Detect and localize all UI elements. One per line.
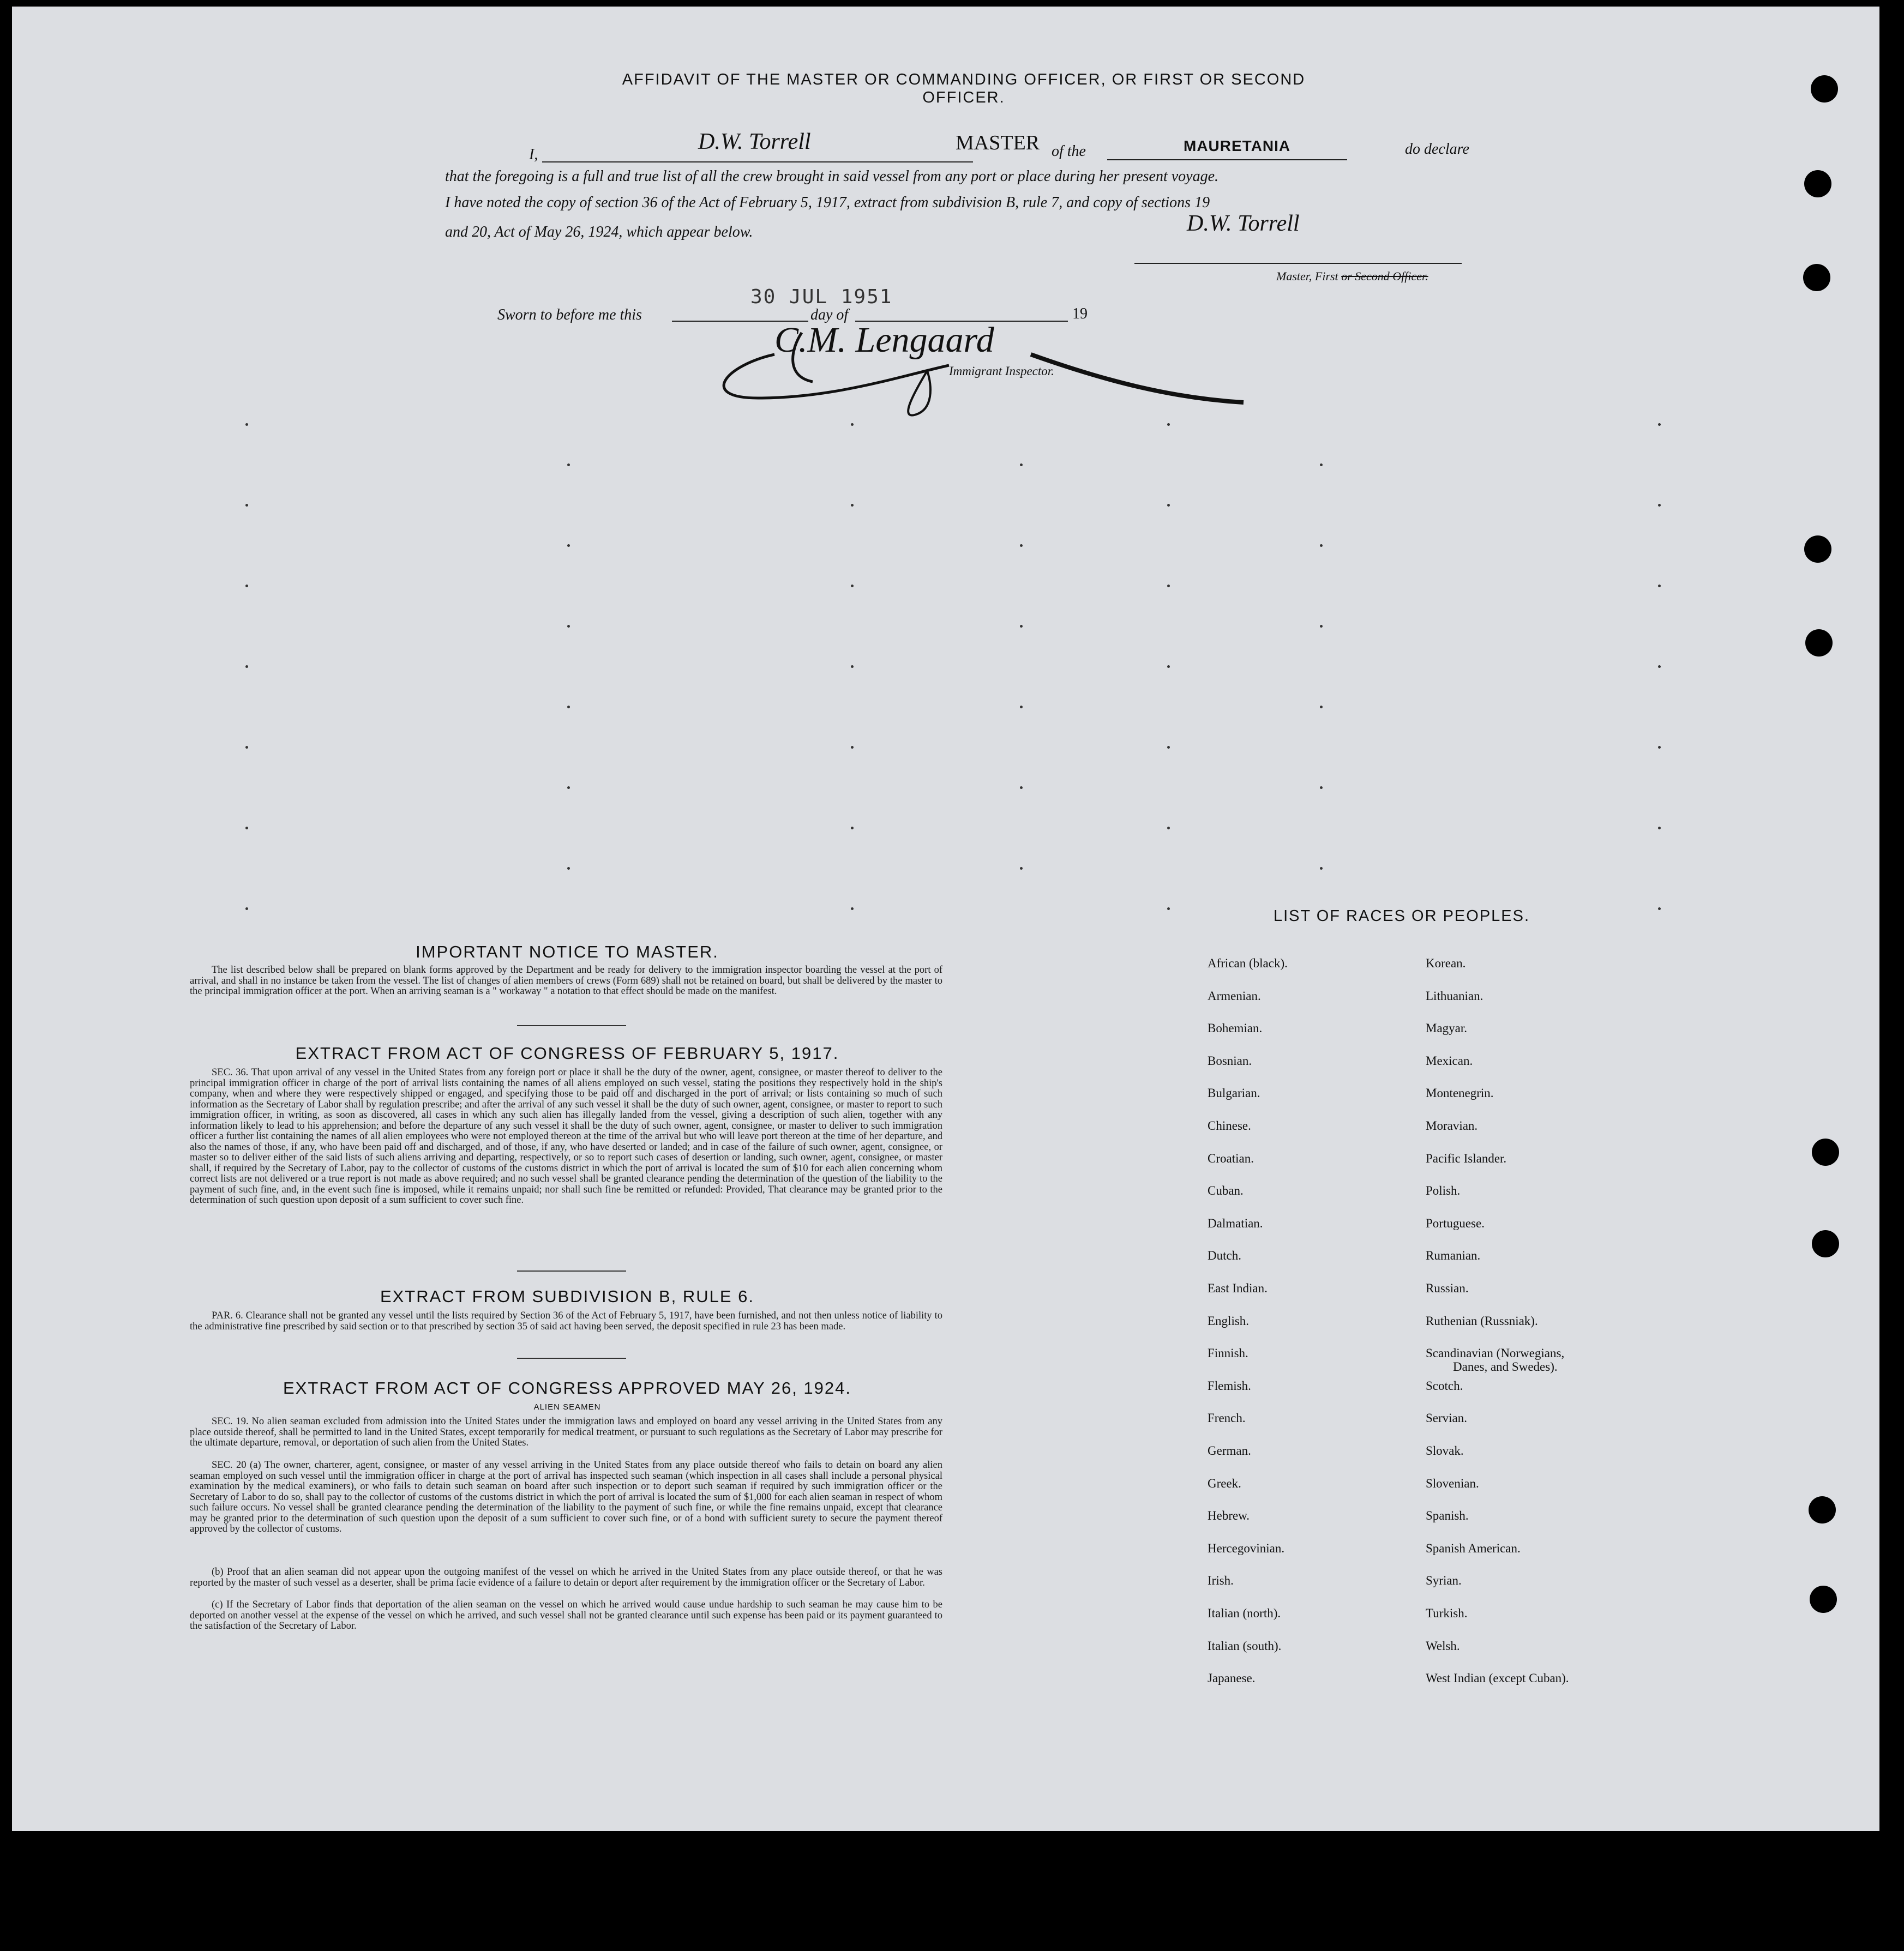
- punch-hole: [1804, 170, 1831, 197]
- race-item: Rumanian.: [1426, 1249, 1481, 1262]
- race-item: Lithuanian.: [1426, 989, 1483, 1003]
- extract-1924-title: EXTRACT FROM ACT OF CONGRESS APPROVED MAY 26, 1924.: [283, 1378, 852, 1398]
- race-item: Cuban.: [1208, 1184, 1244, 1197]
- race-item: Scotch.: [1426, 1379, 1463, 1393]
- affidavit-line-3: I have noted the copy of section 36 of the Act of February 5, 1917, extract from subdivision B, rule 7, and copy of sections 19: [445, 194, 1210, 211]
- scan-speck: [851, 665, 854, 668]
- race-item: Korean.: [1426, 956, 1466, 970]
- affidavit-line-2: that the foregoing is a full and true list of all the crew brought in said vessel from any port or place during her present voyage.: [445, 168, 1219, 185]
- scan-speck: [1658, 827, 1661, 829]
- notice-body: The list described below shall be prepared on blank forms approved by the Department and be ready for delivery to the immigration inspector boarding the vessel at the port of arrival, and shall in no instance be taken from the vessel. The list of changes of alien members of crews (Form 689) shall not be retained on board, but shall be delivered by the master to the principal immigration officer at the port. When an arriving seaman is a " workaway " a notation to that effect should be made on the manifest.: [190, 965, 942, 997]
- of-the-label: of the: [1052, 143, 1086, 160]
- race-item: Syrian.: [1426, 1574, 1462, 1587]
- race-item: English.: [1208, 1314, 1250, 1328]
- race-item: Hebrew.: [1208, 1509, 1250, 1522]
- scan-speck: [1167, 827, 1170, 829]
- scan-speck: [245, 504, 248, 507]
- race-item: German.: [1208, 1444, 1251, 1458]
- punch-hole: [1803, 264, 1830, 291]
- scan-speck: [851, 585, 854, 587]
- race-item: Flemish.: [1208, 1379, 1251, 1393]
- scan-speck: [1020, 706, 1023, 708]
- scan-speck: [851, 423, 854, 426]
- scan-speck: [1320, 625, 1323, 628]
- scan-speck: [1320, 867, 1323, 870]
- scan-speck: [245, 746, 248, 749]
- scan-speck: [567, 706, 570, 708]
- extract-1924-sec20c: (c) If the Secretary of Labor finds that deportation of the alien seaman on the vessel on which he arrived would cause undue hardship to such seaman he may cause him to be deported on another vessel at the expense of the vessel on which he arrived, and such vessel shall not be granted clearance until such expense has been paid or its payment guaranteed to the satisfaction of the Secretary of Labor.: [190, 1599, 942, 1631]
- vessel-line: [1107, 159, 1347, 160]
- scan-speck: [245, 585, 248, 587]
- race-item: Scandinavian (Norwegians,: [1426, 1346, 1565, 1360]
- scan-speck: [851, 504, 854, 507]
- do-declare-label: do declare: [1405, 141, 1469, 158]
- scan-speck: [1020, 625, 1023, 628]
- race-item: Italian (north).: [1208, 1606, 1281, 1620]
- race-item: Mexican.: [1426, 1054, 1473, 1068]
- race-item: Chinese.: [1208, 1119, 1251, 1133]
- scan-speck: [1320, 706, 1323, 708]
- race-item: Turkish.: [1426, 1606, 1468, 1620]
- scan-speck: [1020, 544, 1023, 547]
- scan-speck: [1658, 746, 1661, 749]
- scan-speck: [567, 786, 570, 789]
- race-item: Montenegrin.: [1426, 1086, 1494, 1100]
- signature-caption: [1276, 269, 1428, 284]
- scan-speck: [567, 544, 570, 547]
- race-item: Japanese.: [1208, 1671, 1256, 1685]
- scan-speck: [1320, 544, 1323, 547]
- subdivision-b-body: PAR. 6. Clearance shall not be granted any vessel until the lists required by Section 36 of the Act of February 5, 1917, have been furnished, and not then unless notice of liability to the administrative fine prescribed by said section or to that prescribed by section 35 of said act having been served, the deposit specified in rule 23 has been made.: [190, 1310, 942, 1332]
- race-item: Bulgarian.: [1208, 1086, 1260, 1100]
- master-name: D.W. Torrell: [698, 129, 811, 154]
- divider: [517, 1270, 626, 1272]
- subdivision-b-title: EXTRACT FROM SUBDIVISION B, RULE 6.: [380, 1287, 755, 1306]
- signature-line: [1134, 263, 1462, 264]
- punch-hole: [1805, 629, 1833, 657]
- race-item: Hercegovinian.: [1208, 1541, 1285, 1555]
- day-of-label: day of: [810, 306, 849, 323]
- race-item: Russian.: [1426, 1281, 1469, 1295]
- scan-speck: [1658, 423, 1661, 426]
- scan-speck: [245, 827, 248, 829]
- extract-1924-sec20a: SEC. 20 (a) The owner, charterer, agent, consignee, or master of any vessel arriving in the United States from any place outside thereof who fails to detain on board any alien seaman employed on such vessel until the immigration officer in charge at the port of arrival has inspected such seaman (which inspection in all cases shall include a personal physical examination by the medical examiners), or who fails to detain such seaman on board after such inspection or to deport such seaman if required by such immigration officer or the Secretary of Labor to do so, shall pay to the collector of customs of the customs district in which the port of arrival is located the sum of $1,000 for each alien seaman in respect of whom such failure occurs. No vessel shall be granted clearance pending the determination of the liability to the payment of such fine, or while the fine remains unpaid, except that clearance may be granted prior to the determination of such question upon the deposit of a sum sufficient to cover such fine, or of a bond with sufficient surety to secure the payment thereof approved by the collector of customs.: [190, 1460, 942, 1534]
- signature-caption-b: or Second Officer.: [1341, 269, 1428, 283]
- punch-hole: [1804, 535, 1831, 563]
- scan-speck: [1167, 665, 1170, 668]
- extract-1924-subtitle: ALIEN SEAMEN: [533, 1402, 601, 1412]
- punch-hole: [1811, 75, 1838, 103]
- scan-speck: [1167, 423, 1170, 426]
- scan-speck: [1658, 585, 1661, 587]
- signature-caption-a: Master, First: [1276, 269, 1338, 283]
- race-item: Bosnian.: [1208, 1054, 1252, 1068]
- race-item: Servian.: [1426, 1411, 1468, 1425]
- scan-speck: [851, 907, 854, 910]
- races-title: LIST OF RACES OR PEOPLES.: [1273, 907, 1530, 925]
- race-item: Finnish.: [1208, 1346, 1248, 1360]
- affidavit-line-4: and 20, Act of May 26, 1924, which appear below.: [445, 224, 753, 240]
- vessel-name: MAURETANIA: [1184, 137, 1291, 154]
- notice-title: IMPORTANT NOTICE TO MASTER.: [416, 942, 719, 961]
- scan-speck: [1167, 907, 1170, 910]
- extract-1917-title: EXTRACT FROM ACT OF CONGRESS OF FEBRUARY 5, 1917.: [295, 1044, 839, 1063]
- race-item: Dutch.: [1208, 1249, 1241, 1262]
- scan-speck: [1167, 746, 1170, 749]
- scan-speck: [851, 746, 854, 749]
- race-item: Ruthenian (Russniak).: [1426, 1314, 1538, 1328]
- scan-speck: [1658, 665, 1661, 668]
- scan-speck: [1320, 786, 1323, 789]
- race-item: Portuguese.: [1426, 1217, 1485, 1230]
- punch-hole: [1810, 1586, 1837, 1613]
- race-item: French.: [1208, 1411, 1246, 1425]
- race-item: Pacific Islander.: [1426, 1152, 1507, 1165]
- scan-speck: [1167, 585, 1170, 587]
- race-item: African (black).: [1208, 956, 1288, 970]
- extract-1924-sec20b: (b) Proof that an alien seaman did not appear upon the outgoing manifest of the vessel on which he arrived in the United States from any place outside thereof, or that he was reported by the master of such vessel as a deserter, shall be prima facie evidence of a failure to detain or deport after requirement by the immigration officer or the Secretary of Labor.: [190, 1567, 942, 1588]
- extract-1917-body: SEC. 36. That upon arrival of any vessel in the United States from any foreign port or place it shall be the duty of the owner, agent, consignee, or master thereof to deliver to the principal immigration officer in charge of the port of arrival lists containing the names of all aliens employed on such vessel, stating the positions they respectively hold in the ship's company, when and where they were respectively shipped or engaged, and specifying those to be paid off and discharged in the port of arrival; or lists containing so much of such information as the Secretary of Labor shall by regulation prescribe; and after the arrival of any such vessel it shall be the duty of such owner, agent, consignee, or master to report to such immigration officer, in writing, as soon as discovered, all cases in which any such alien has illegally landed from the vessel, giving a description of such alien, together with any information likely to lead to his apprehension; and before the departure of any such vessel it shall be the duty of such owner, agent, consignee, or master to deliver to such immigration officer a further list containing the names of all alien employees who were not employed thereon at the time of the arrival but who will leave port thereon at the time of her departure, and also the names of those, if any, who have been paid off and discharged, and of those, if any, who have deserted or landed; and in case of the failure of such owner, agent, consignee, or master so to deliver either of the said lists of such aliens arriving and departing, respectively, or so to report such cases of desertion or landing, such owner, agent, consignee, or master shall, if required by the Secretary of Labor, pay to the collector of customs of the customs district in which the port of arrival is located the sum of $10 for each alien concerning whom correct lists are not delivered or a true report is not made as above required; and no such vessel shall be granted clearance pending the determination of the question of the liability to the payment of such fine, and, in the event such fine is imposed, while it remains unpaid; nor shall such fine be remitted or refunded: Provided, That clearance may be granted prior to the determination of such question upon deposit of a sum sufficient to cover such fine.: [190, 1067, 942, 1206]
- race-item: Spanish American.: [1426, 1541, 1521, 1555]
- scan-speck: [1658, 907, 1661, 910]
- divider: [517, 1025, 626, 1026]
- inspector-signature: C.M. Lengaard: [774, 320, 994, 360]
- race-scandinavian-cont: Danes, and Swedes).: [1453, 1360, 1558, 1374]
- race-item: Welsh.: [1426, 1639, 1460, 1653]
- scan-speck: [567, 463, 570, 466]
- punch-hole: [1809, 1496, 1836, 1524]
- master-signature: D.W. Torrell: [1187, 211, 1300, 236]
- document-sheet: [12, 7, 1879, 1831]
- race-item: Italian (south).: [1208, 1639, 1282, 1653]
- race-item: Spanish.: [1426, 1509, 1469, 1522]
- race-item: Dalmatian.: [1208, 1217, 1263, 1230]
- race-item: Moravian.: [1426, 1119, 1478, 1133]
- divider: [517, 1358, 626, 1359]
- date-stamp: 30 JUL 1951: [750, 286, 893, 308]
- affidavit-title: AFFIDAVIT OF THE MASTER OR COMMANDING OFFICER, OR FIRST OR SECOND OFFICER.: [622, 71, 1306, 106]
- scan-speck: [245, 665, 248, 668]
- punch-hole: [1812, 1230, 1839, 1257]
- race-item: Magyar.: [1426, 1021, 1468, 1035]
- scan-speck: [567, 625, 570, 628]
- scan-speck: [245, 907, 248, 910]
- affidavit-intro: I,: [529, 146, 538, 163]
- scan-speck: [1020, 786, 1023, 789]
- scan-speck: [1658, 504, 1661, 507]
- punch-hole: [1812, 1139, 1839, 1166]
- scan-speck: [245, 423, 248, 426]
- scan-speck: [851, 827, 854, 829]
- race-item: Slovenian.: [1426, 1477, 1479, 1490]
- race-item: Polish.: [1426, 1184, 1461, 1197]
- race-item: Bohemian.: [1208, 1021, 1263, 1035]
- race-item: Greek.: [1208, 1477, 1241, 1490]
- inspector-caption: Immigrant Inspector.: [949, 364, 1054, 378]
- scan-speck: [1020, 867, 1023, 870]
- year-prefix: 19: [1072, 305, 1088, 322]
- scan-speck: [1020, 463, 1023, 466]
- race-item: Croatian.: [1208, 1152, 1254, 1165]
- scan-speck: [1167, 504, 1170, 507]
- race-item: Armenian.: [1208, 989, 1261, 1003]
- race-item: Irish.: [1208, 1574, 1234, 1587]
- master-rank: MASTER: [956, 131, 1040, 154]
- race-item: West Indian (except Cuban).: [1426, 1671, 1569, 1685]
- scan-speck: [1320, 463, 1323, 466]
- scan-speck: [567, 867, 570, 870]
- race-item: East Indian.: [1208, 1281, 1268, 1295]
- sworn-label: Sworn to before me this: [497, 306, 642, 323]
- race-item: Slovak.: [1426, 1444, 1464, 1458]
- extract-1924-sec19: SEC. 19. No alien seaman excluded from admission into the United States under the immigration laws and employed on board any vessel arriving in the United States from any place outside thereof, shall be permitted to land in the United States, except temporarily for medical treatment, or pursuant to such regulations as the Secretary of Labor may prescribe for the ultimate departure, removal, or deportation of such alien from the United States.: [190, 1416, 942, 1448]
- name-line: [542, 161, 973, 162]
